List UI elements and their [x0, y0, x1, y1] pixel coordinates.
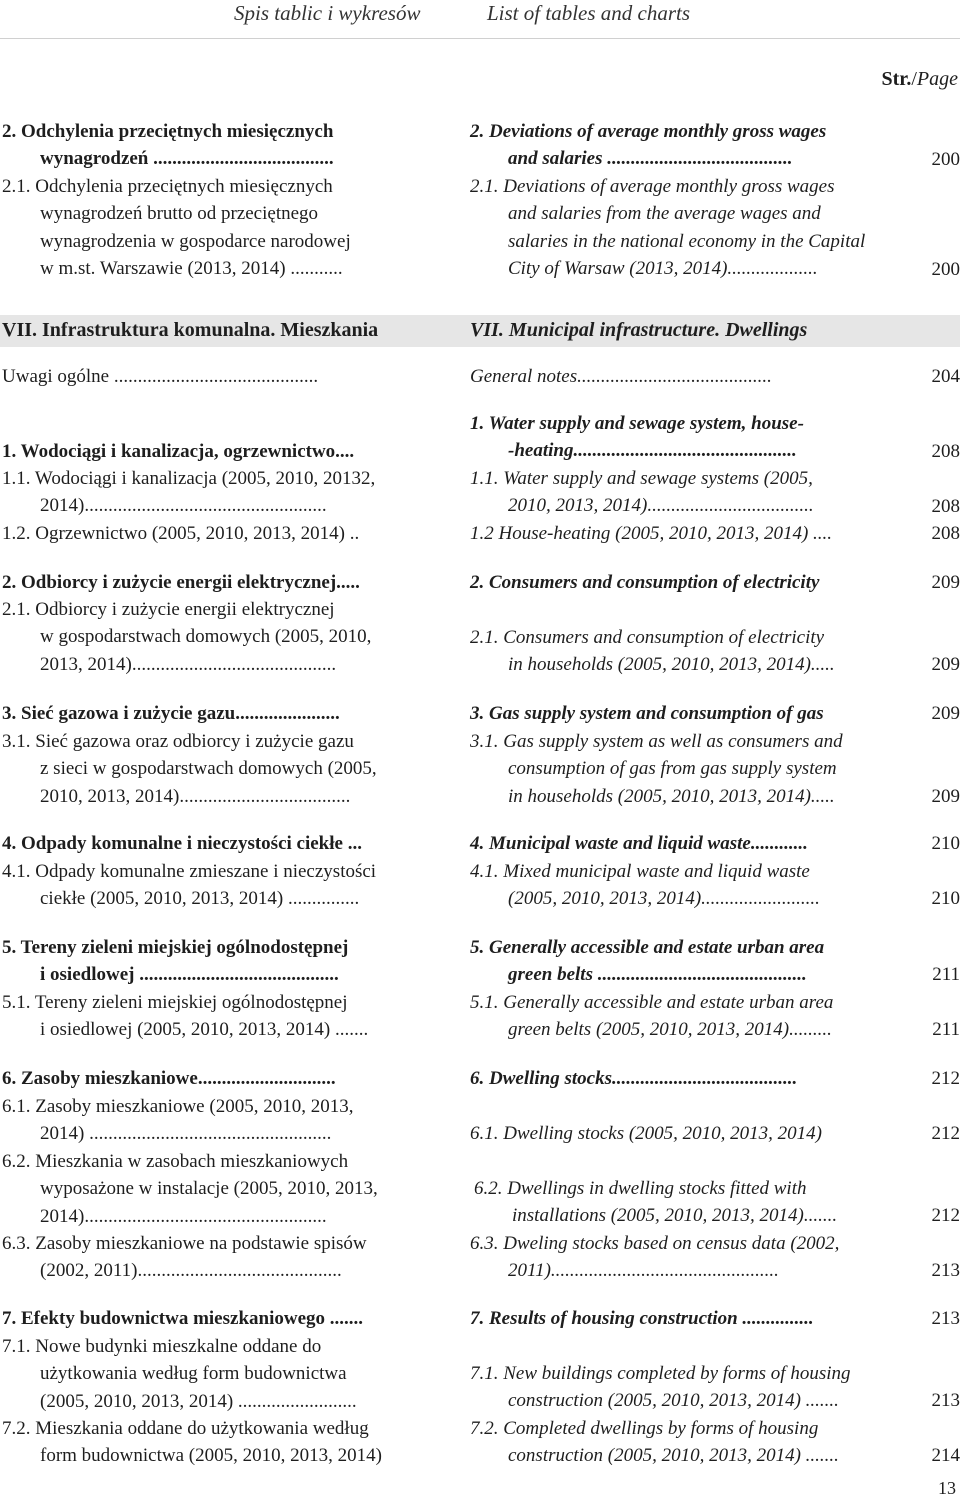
toc-pl-6[interactable]: 6. Zasoby mieszkaniowe.............................: [2, 1068, 336, 1089]
toc-en-5[interactable]: 5. Generally accessible and estate urban area green belts ............................................: [470, 937, 825, 986]
toc-pl-3-1[interactable]: 3.1. Sieć gazowa oraz odbiorcy i zużycie gazu z sieci w gospodarstwach domowych (2005, 2010, 2013, 2014)....................................: [2, 731, 377, 807]
page-ref: 209: [931, 786, 960, 807]
page-ref: 209: [931, 654, 960, 675]
toc-pl-5[interactable]: 5. Tereny zieleni miejskiej ogólnodostępnej i osiedlowej ..........................................: [2, 937, 349, 986]
page-ref: 213: [931, 1308, 960, 1329]
toc-pl-2e-1[interactable]: 2.1. Odbiorcy i zużycie energii elektrycznej w gospodarstwach domowych (2005, 2010, 2013, 2014)...........................................: [2, 599, 372, 675]
toc-pl-3[interactable]: 3. Sieć gazowa i zużycie gazu......................: [2, 703, 340, 724]
toc-en-2e[interactable]: 2. Consumers and consumption of electricity: [470, 572, 820, 593]
page-ref: 213: [931, 1390, 960, 1411]
toc-pl-1-2[interactable]: 1.2. Ogrzewnictwo (2005, 2010, 2013, 2014) ..: [2, 523, 360, 544]
toc-en-7[interactable]: 7. Results of housing construction ...............: [470, 1308, 814, 1329]
toc-pl-1[interactable]: 1. Wodociągi i kanalizacja, ogrzewnictwo....: [2, 441, 355, 462]
toc-pl-6-2[interactable]: 6.2. Mieszkania w zasobach mieszkaniowych wyposażone w instalacje (2005, 2010, 2013, 2014)...................................................: [2, 1151, 378, 1227]
chapter-heading: [0, 315, 960, 347]
toc-pl-7-1[interactable]: 7.1. Nowe budynki mieszkalne oddane do użytkowania według form budownictwa (2005, 2010, 2013, 2014) .........................: [2, 1336, 357, 1412]
toc-pl-2e[interactable]: 2. Odbiorcy i zużycie energii elektrycznej.....: [2, 572, 360, 593]
toc-en-2-1[interactable]: 2.1. Deviations of average monthly gross wages and salaries from the average wages and salaries in the national economy in the Capital City of Warsaw (2013, 2014)...................: [470, 176, 866, 280]
toc-pl-2-1[interactable]: 2.1. Odchylenia przeciętnych miesięcznych wynagrodzeń brutto od przeciętnego wynagrodzenia w gospodarce narodowej w m.st. Warszawie (2013, 2014) ...........: [2, 176, 351, 280]
page-ref: 208: [931, 441, 960, 462]
chapter-title-pl: VII. Infrastruktura komunalna. Mieszkania: [2, 319, 379, 341]
page-ref: 210: [931, 888, 960, 909]
toc-en-6[interactable]: 6. Dwelling stocks.......................................: [470, 1068, 798, 1089]
toc-pl-7[interactable]: 7. Efekty budownictwa mieszkaniowego .......: [2, 1308, 364, 1329]
page-ref: 209: [931, 572, 960, 593]
toc-en-6-2[interactable]: 6.2. Dwellings in dwelling stocks fitted with installations (2005, 2010, 2013, 2014).......: [474, 1178, 838, 1227]
toc-en-2e-1[interactable]: 2.1. Consumers and consumption of electricity in households (2005, 2010, 2013, 2014).....: [470, 627, 835, 676]
toc-pl-7-2[interactable]: 7.2. Mieszkania oddane do użytkowania według form budownictwa (2005, 2010, 2013, 2014): [2, 1418, 382, 1467]
page-ref: 213: [931, 1260, 960, 1281]
page-ref: 212: [931, 1068, 960, 1089]
page-ref: 208: [931, 523, 960, 544]
toc-en-6-1[interactable]: 6.1. Dwelling stocks (2005, 2010, 2013, 2014): [470, 1123, 823, 1144]
toc-en-7-2[interactable]: 7.2. Completed dwellings by forms of housing construction (2005, 2010, 2013, 2014) .......: [470, 1418, 839, 1467]
page-ref: 211: [932, 964, 960, 985]
page-ref: 210: [931, 833, 960, 854]
toc-en-4[interactable]: 4. Municipal waste and liquid waste............: [470, 833, 808, 854]
page-ref: 208: [931, 496, 960, 517]
toc-pl-2[interactable]: 2. Odchylenia przeciętnych miesięcznych wynagrodzeń ......................................: [2, 121, 334, 170]
page-number: 13: [938, 1478, 956, 1498]
toc-en-general-notes[interactable]: General notes.........................................: [470, 366, 772, 387]
page-ref: 204: [931, 366, 960, 387]
header-english: List of tables and charts: [487, 1, 691, 25]
page-ref: 209: [931, 703, 960, 724]
page-ref: 200: [931, 259, 960, 280]
page-column-label: Str./Page: [881, 68, 958, 90]
toc-en-3[interactable]: 3. Gas supply system and consumption of gas: [470, 703, 824, 724]
page-ref: 200: [931, 149, 960, 170]
page-ref: 212: [931, 1123, 960, 1144]
toc-pl-6-3[interactable]: 6.3. Zasoby mieszkaniowe na podstawie spisów (2002, 2011)...........................................: [2, 1233, 367, 1282]
toc-pl-4-1[interactable]: 4.1. Odpady komunalne zmieszane i nieczystości ciekłe (2005, 2010, 2013, 2014) ...............: [2, 861, 377, 910]
toc-pl-4[interactable]: 4. Odpady komunalne i nieczystości ciekłe ...: [2, 833, 362, 854]
toc-en-2[interactable]: 2. Deviations of average monthly gross wages and salaries .......................................: [470, 121, 827, 170]
toc-en-6-3[interactable]: 6.3. Dweling stocks based on census data (2002, 2011)................................................: [470, 1233, 840, 1282]
toc-pl-general-notes[interactable]: Uwagi ogólne ...........................................: [2, 366, 319, 387]
toc-en-1[interactable]: 1. Water supply and sewage system, house- -heating...............................................: [470, 413, 804, 462]
page-ref: 211: [932, 1019, 960, 1040]
toc-pl-1-1[interactable]: 1.1. Wodociągi i kanalizacja (2005, 2010, 20132, 2014)...................................................: [2, 468, 376, 517]
toc-pl-6-1[interactable]: 6.1. Zasoby mieszkaniowe (2005, 2010, 2013, 2014) ...................................................: [2, 1096, 354, 1145]
page-ref: 212: [931, 1205, 960, 1226]
toc-en-3-1[interactable]: 3.1. Gas supply system as well as consumers and consumption of gas from gas supply system in households (2005, 2010, 2013, 2014).....: [470, 731, 843, 807]
running-header: [0, 0, 960, 39]
toc-en-4-1[interactable]: 4.1. Mixed municipal waste and liquid waste (2005, 2010, 2013, 2014).........................: [470, 861, 820, 910]
toc-en-1-2[interactable]: 1.2 House-heating (2005, 2010, 2013, 2014) ....: [470, 523, 833, 544]
toc-en-7-1[interactable]: 7.1. New buildings completed by forms of housing construction (2005, 2010, 2013, 2014) .......: [470, 1363, 851, 1412]
chapter-title-en: VII. Municipal infrastructure. Dwellings: [470, 319, 808, 341]
page-ref: 214: [931, 1445, 960, 1466]
header-polish: Spis tablic i wykresów: [234, 1, 421, 25]
toc-en-5-1[interactable]: 5.1. Generally accessible and estate urban area green belts (2005, 2010, 2013, 2014).........: [470, 992, 834, 1041]
toc-en-1-1[interactable]: 1.1. Water supply and sewage systems (2005, 2010, 2013, 2014)...................................: [470, 468, 814, 517]
toc-pl-5-1[interactable]: 5.1. Tereny zieleni miejskiej ogólnodostępnej i osiedlowej (2005, 2010, 2013, 2014) .......: [2, 992, 369, 1041]
